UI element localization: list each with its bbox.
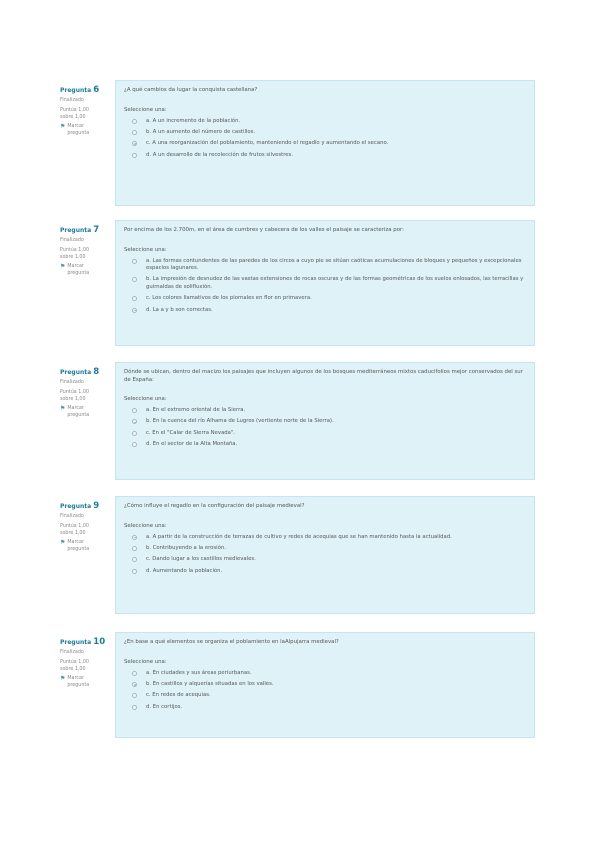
question-number-value: 9 (93, 501, 100, 511)
answer-option[interactable] (124, 430, 526, 437)
flag-icon: ⚑ (60, 675, 66, 682)
answer-option[interactable] (124, 276, 526, 291)
answer-option[interactable] (124, 258, 526, 273)
flag-label-line2: pregunta (67, 412, 90, 418)
radio-button[interactable] (132, 535, 137, 540)
flag-question-label (67, 676, 89, 689)
question-label: Pregunta (60, 639, 92, 646)
question-label: Pregunta (60, 87, 92, 94)
question-number (60, 638, 112, 647)
radio-button[interactable] (132, 153, 137, 158)
flag-label-line2: pregunta (67, 270, 90, 276)
question-info (60, 502, 112, 553)
question-block (60, 496, 540, 614)
answer-prompt: Seleccione una: (124, 658, 167, 665)
answer-option-label: d. A un desarrollo de la recolección de frutos silvestres. (146, 151, 293, 158)
question-mark-score: Puntúa 1,00 (60, 390, 89, 395)
flag-label-line2: pregunta (67, 130, 90, 136)
answer-prompt: Seleccione una: (124, 246, 167, 253)
answer-option-label: a. Las formas contundentes de las paredes de los circos a cuyo pie se sitúan caóticas acumulaciones de bloques y pequeños y excepcionales espacios lagunares. (146, 257, 522, 271)
question-state: Finalizado (60, 514, 84, 519)
question-content (115, 362, 535, 480)
question-text: ¿En base a qué elementos se organiza el poblamiento en laAlpujarra medieval? (124, 639, 339, 645)
question-mark-max: sobre 1,00 (60, 531, 86, 536)
question-content (115, 632, 535, 738)
flag-question-link[interactable] (60, 406, 112, 419)
question-number (60, 502, 112, 511)
answer-option[interactable] (124, 692, 526, 699)
radio-button[interactable] (132, 546, 137, 551)
flag-question-link[interactable] (60, 676, 112, 689)
answer-option-label: c. Dando lugar a los castillos medievales. (146, 556, 256, 563)
answer-option-label: a. A partir de la construcción de terrazas de cultivo y redes de acequias que se han mantenido hasta la actualidad. (146, 533, 452, 540)
answer-option-label: d. Aumentando la población. (146, 567, 223, 574)
question-number-value: 6 (93, 85, 100, 95)
question-number (60, 368, 112, 377)
question-mark (60, 389, 112, 403)
answer-option-label: d. La a y b son correctas. (146, 306, 213, 313)
question-state: Finalizado (60, 380, 84, 385)
question-content (115, 496, 535, 614)
answer-option-label: d. En el sector de la Alta Montaña. (146, 441, 238, 448)
question-state: Finalizado (60, 98, 84, 103)
question-info (60, 368, 112, 419)
answer-option[interactable] (124, 441, 526, 448)
answer-option[interactable] (124, 307, 526, 314)
flag-label-line2: pregunta (67, 682, 90, 688)
flag-label-line1: Marcar (67, 124, 84, 129)
question-label: Pregunta (60, 503, 92, 510)
answer-option[interactable] (124, 118, 526, 125)
question-mark (60, 659, 112, 673)
question-mark-score: Puntúa 1,00 (60, 660, 89, 665)
question-number-value: 7 (93, 225, 100, 235)
question-text: Dónde se ubican, dentro del macizo los paisajes que incluyen algunos de los bosques mediterráneos mixtos caducifolios mejor conservados del sur de España: (124, 369, 523, 383)
question-block (60, 220, 540, 346)
question-number-value: 8 (93, 367, 100, 377)
radio-button[interactable] (132, 296, 137, 301)
question-info (60, 226, 112, 277)
flag-label-line2: pregunta (67, 546, 90, 552)
answer-option-label: b. En castillos y alquerías situadas en los valles. (146, 680, 274, 687)
radio-button[interactable] (132, 130, 137, 135)
radio-button[interactable] (132, 277, 137, 282)
answer-option[interactable] (124, 418, 526, 425)
question-mark-max: sobre 1,00 (60, 667, 86, 672)
answer-option-label: b. Contribuyendo a la erosión. (146, 544, 226, 551)
answer-option[interactable] (124, 704, 526, 711)
answer-option-label: b. En la cuenca del río Alhama de Lugros (vertiente norte de la Sierra). (146, 418, 334, 425)
radio-button[interactable] (132, 557, 137, 562)
radio-button[interactable] (132, 671, 137, 676)
radio-button[interactable] (132, 569, 137, 574)
radio-button[interactable] (132, 408, 137, 413)
answer-option[interactable] (124, 568, 526, 575)
answer-option-label: a. En ciudades y sus áreas periurbanas. (146, 669, 252, 676)
question-block (60, 362, 540, 480)
answer-option[interactable] (124, 681, 526, 688)
answer-option-label: c. En el "Calar de Sierra Nevada". (146, 429, 235, 436)
question-mark-score: Puntúa 1,00 (60, 524, 89, 529)
radio-button[interactable] (132, 682, 137, 687)
answer-option[interactable] (124, 534, 526, 541)
question-content (115, 80, 535, 206)
answer-option[interactable] (124, 152, 526, 159)
answer-option-label: a. A un incremento de la población. (146, 117, 241, 124)
question-number (60, 86, 112, 95)
radio-button[interactable] (132, 705, 137, 710)
answer-prompt: Seleccione una: (124, 106, 167, 113)
question-label: Pregunta (60, 369, 92, 376)
flag-label-line1: Marcar (67, 676, 84, 681)
question-text: ¿Cómo influye el regadío en la configuración del paisaje medieval? (124, 503, 305, 509)
answer-option-label: b. La impresión de desnudez de las vastas extensiones de rocas oscuras y de las formas geométricas de los suelos enlosados, las terracillas y guirnaldas de solifluxión. (146, 276, 524, 290)
flag-question-link[interactable] (60, 124, 112, 137)
question-mark-max: sobre 1,00 (60, 397, 86, 402)
question-mark-max: sobre 1,00 (60, 255, 86, 260)
radio-button[interactable] (132, 308, 137, 313)
question-state: Finalizado (60, 238, 84, 243)
question-mark-score: Puntúa 1,00 (60, 108, 89, 113)
flag-icon: ⚑ (60, 405, 66, 412)
answer-option[interactable] (124, 295, 526, 302)
answer-option[interactable] (124, 407, 526, 414)
radio-button[interactable] (132, 419, 137, 424)
radio-button[interactable] (132, 119, 137, 124)
question-label: Pregunta (60, 227, 92, 234)
question-mark-score: Puntúa 1,00 (60, 248, 89, 253)
answer-option-label: b. A un aumento del número de castillos. (146, 128, 256, 135)
question-number (60, 226, 112, 235)
radio-button[interactable] (132, 693, 137, 698)
flag-question-label (67, 406, 89, 419)
answer-option-label: a. En el extremo oriental de la Sierra. (146, 407, 246, 413)
question-content (115, 220, 535, 346)
flag-question-label (67, 540, 89, 553)
flag-label-line1: Marcar (67, 540, 84, 545)
question-block (60, 80, 540, 206)
radio-button[interactable] (132, 431, 137, 436)
answer-option-label: c. En redes de acequias. (146, 692, 211, 699)
answer-option[interactable] (124, 545, 526, 552)
question-info (60, 638, 112, 689)
flag-question-link[interactable] (60, 264, 112, 277)
answer-prompt: Seleccione una: (124, 522, 167, 529)
flag-question-link[interactable] (60, 540, 112, 553)
answer-option[interactable] (124, 556, 526, 563)
radio-button[interactable] (132, 141, 137, 146)
radio-button[interactable] (132, 442, 137, 447)
flag-question-label (67, 124, 89, 137)
question-number-value: 10 (93, 637, 106, 647)
answer-option[interactable] (124, 670, 526, 677)
question-state: Finalizado (60, 650, 84, 655)
flag-label-line1: Marcar (67, 406, 84, 411)
question-mark (60, 523, 112, 537)
answer-option-label: d. En cortijos. (146, 703, 183, 710)
question-block (60, 632, 540, 738)
radio-button[interactable] (132, 259, 137, 264)
flag-icon: ⚑ (60, 263, 66, 270)
flag-icon: ⚑ (60, 539, 66, 546)
answer-option-label: c. Los colores llamativos de los piornales en flor en primavera. (146, 295, 312, 302)
answer-prompt: Seleccione una: (124, 396, 167, 402)
flag-icon: ⚑ (60, 123, 66, 130)
question-info (60, 86, 112, 137)
answer-option[interactable] (124, 140, 526, 147)
question-mark (60, 247, 112, 261)
question-mark-max: sobre 1,00 (60, 115, 86, 120)
question-mark (60, 107, 112, 121)
question-text: ¿A qué cambios da lugar la conquista castellana? (124, 87, 258, 93)
question-text: Por encima de los 2.700m, en el área de cumbres y cabecera de los valles el paisaje se caracteriza por: (124, 227, 404, 233)
flag-question-label (67, 264, 89, 277)
flag-label-line1: Marcar (67, 264, 84, 269)
answer-option[interactable] (124, 129, 526, 136)
answer-option-label: c. A una reorganización del poblamiento, manteniendo el regadío y aumentando el secano. (146, 140, 389, 147)
